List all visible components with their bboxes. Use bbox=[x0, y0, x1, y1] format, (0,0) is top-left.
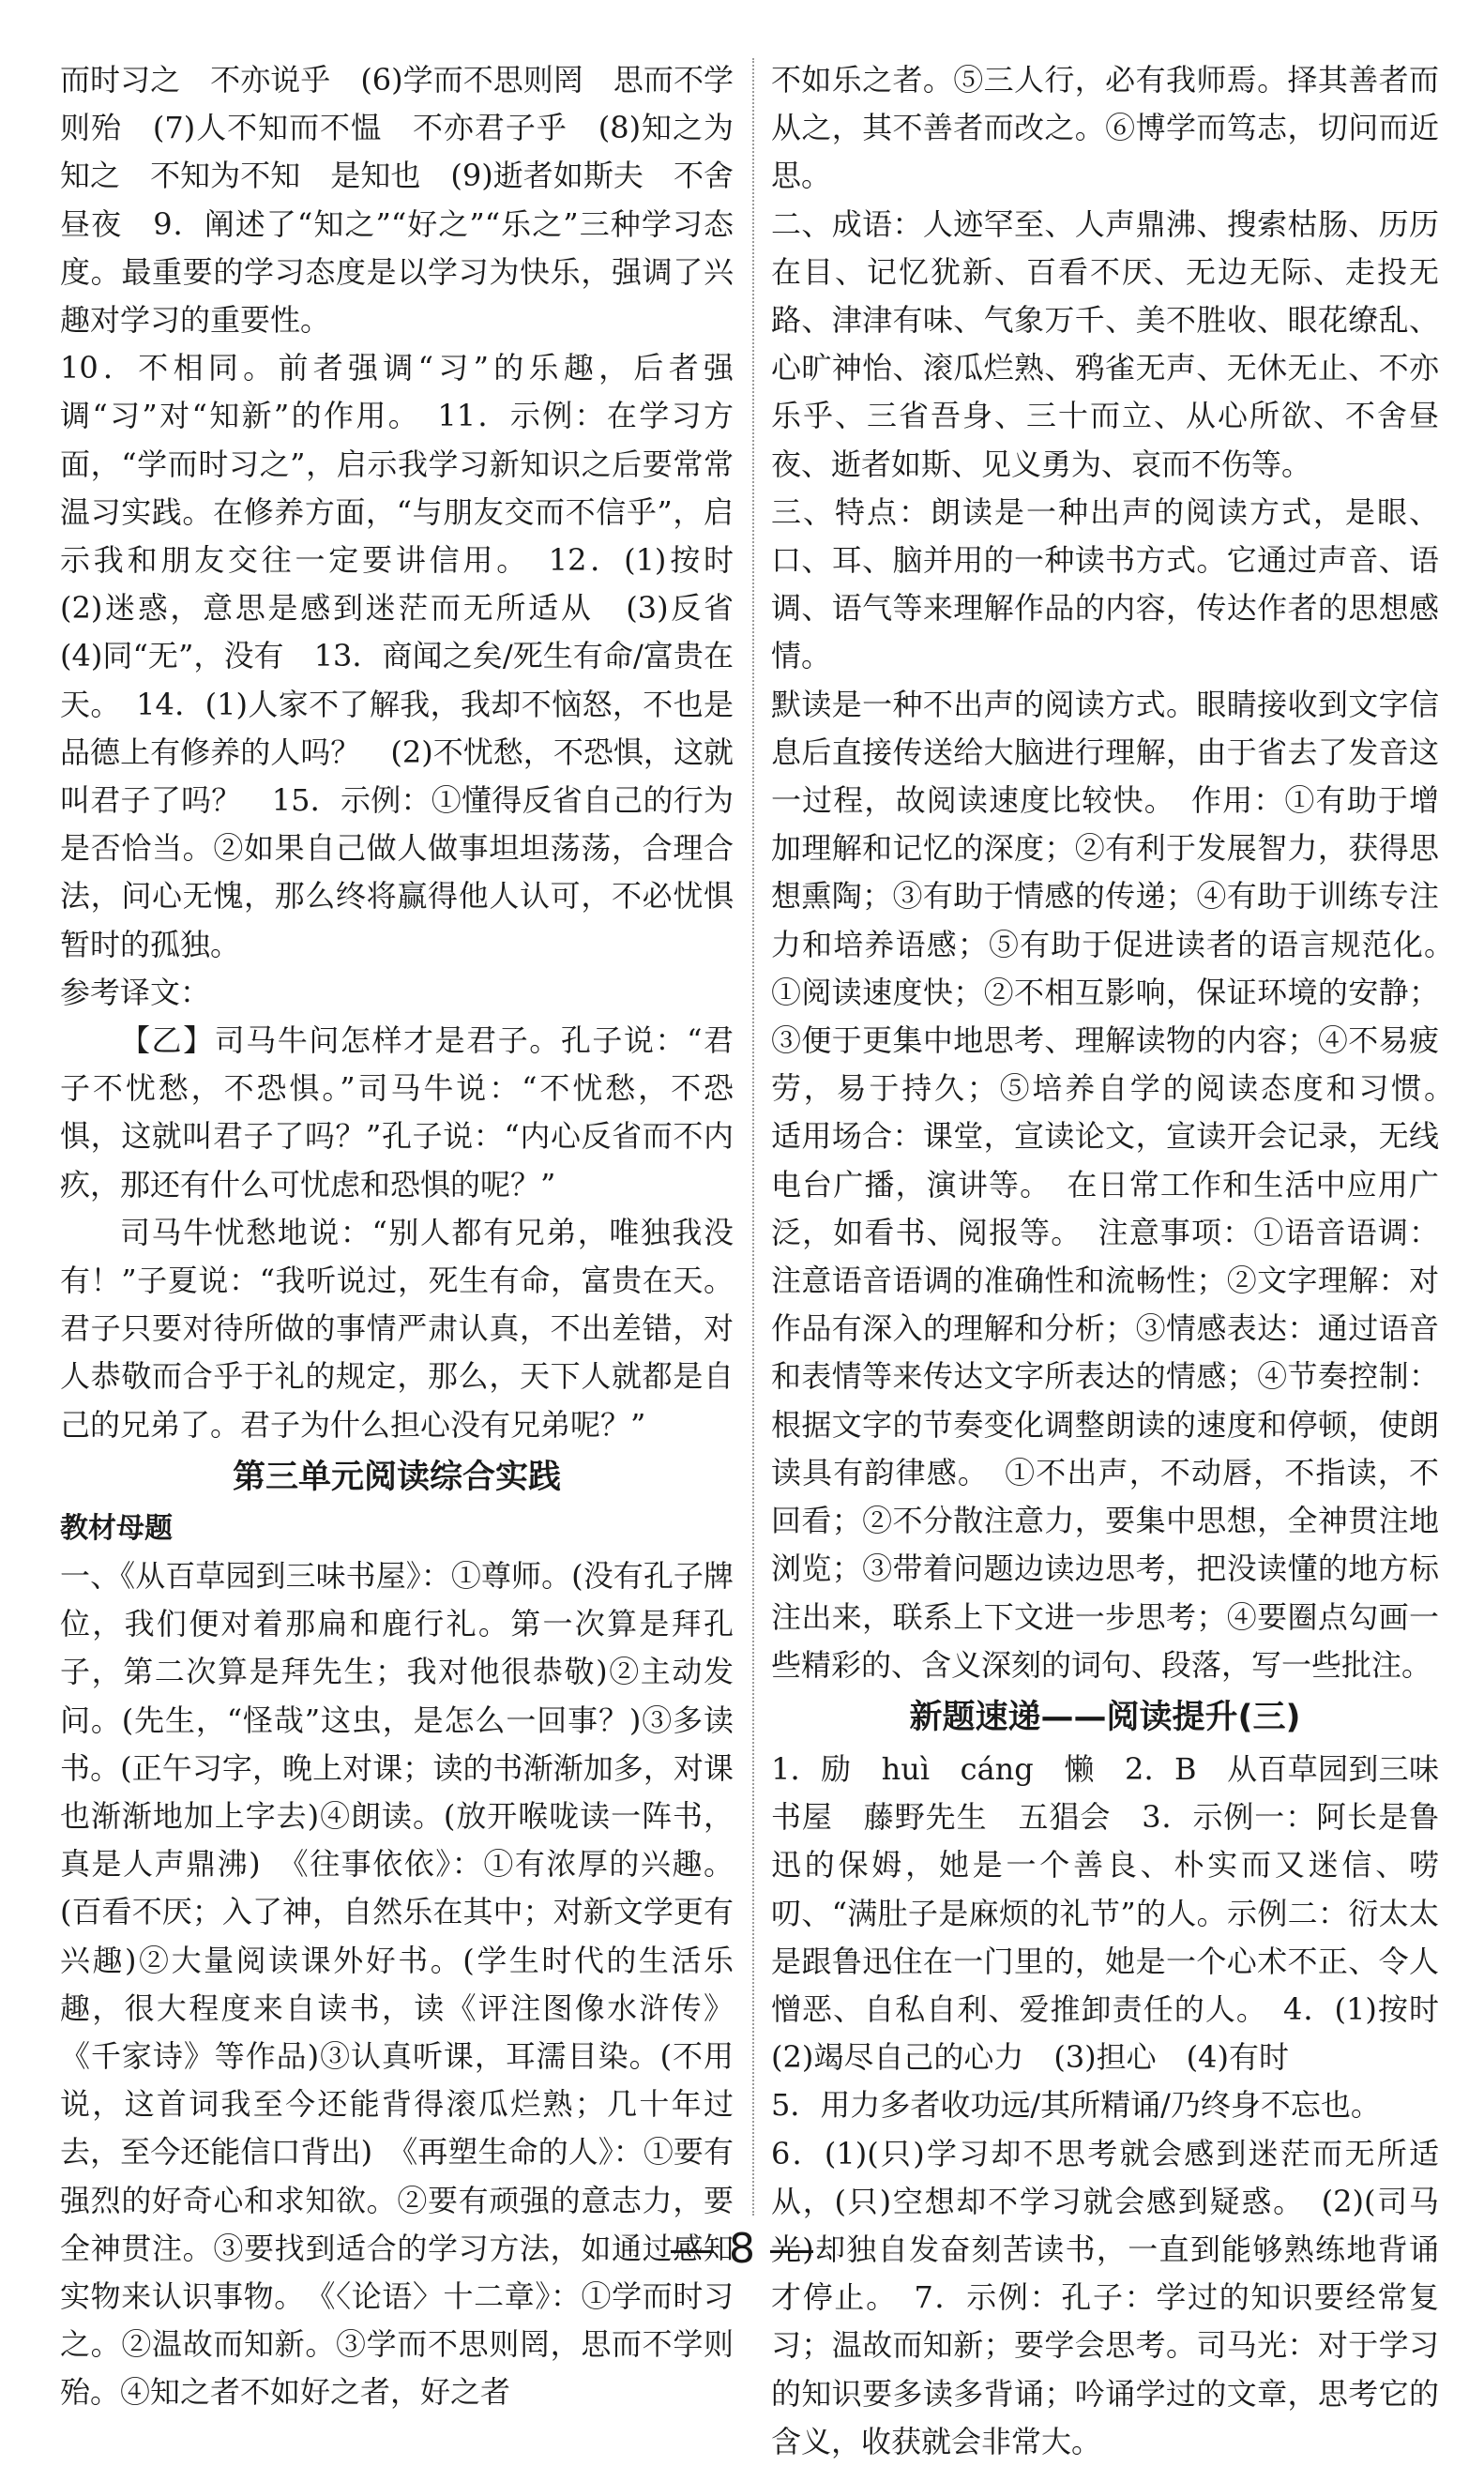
silent-reading-paragraph: 默读是一种不出声的阅读方式。眼睛接收到文字信息后直接传送给大脑进行理解，由于省去了发音这一过程，故阅读速度比较快。 作用：①有助于增加理解和记忆的深度；②有利于发展智力，获得思想熏陶；③有助于情感的传递；④有助于训练专注力和培养语感；⑤有助于促进读者的语言规范化。 ①阅读速度快；②不相互影响，保证环境的安静；③便于更集中地思考、理解读物的内容；④不易疲劳，易于持久；⑤培养自学的阅读态度和习惯。 适用场合：课堂，宣读论文，宣读开会记录，无线电台广播，演讲等。 在日常工作和生活中应用广泛，如看书、阅报等。 注意事项：①语音语调：注意语音语调的准确性和流畅性；②文字理解：对作品有深入的理解和分析；③情感表达：通过语音和表情等来传达文字所表达的情感；④节奏控制：根据文字的节奏变化调整朗读的速度和停顿，使朗读具有韵律感。 ①不出声，不动唇，不指读，不回看；②不分散注意力，要集中思想，全神贯注地浏览；③带着问题边读边思考，把没读懂的地方标注出来，联系上下文进一步思考；④要圈点勾画一些精彩的、含义深刻的词句、段落，写一些批注。 bbox=[771, 686, 1470, 1683]
translation-label: 参考译文： bbox=[60, 974, 211, 1010]
left-column bbox=[60, 56, 765, 2417]
right-column bbox=[771, 56, 1470, 2466]
idioms-paragraph: 二、成语：人迹罕至、人声鼎沸、搜索枯肠、历历在目、记忆犹新、百看不厌、无边无际、走投无路、津津有味、气象万千、美不胜收、眼花缭乱、心旷神怡、滚瓜烂熟、鸦雀无声、无休无止、不亦乐乎、三省吾身、三十而立、从心所欲、不舍昼夜、逝者如斯、见义勇为、哀而不伤等。 bbox=[771, 205, 1439, 482]
section-title-unit3: 第三单元阅读综合实践 bbox=[232, 1458, 561, 1496]
answer-paragraph-3: 一、《从百草园到三味书屋》：①尊师。(没有孔子牌位，我们便对着那扁和鹿行礼。第一次算是拜孔子，第二次算是拜先生；我对他很恭敬)②主动发问。(先生，“怪哉”这虫，是怎么一回事？)③多读书。(正午习字，晚上对课；读的书渐渐加多，对课也渐渐地加上字去)④朗读。(放开喉咙读一阵书，真是人声鼎沸) 《往事依依》：①有浓厚的兴趣。(百看不厌；入了神，自然乐在其中；对新文学更有兴趣)②大量阅读课外好书。(学生时代的生活乐趣，很大程度来自读书，读《评注图像水浒传》《千家诗》等作品)③认真听课，耳濡目染。(不用说，这首词我至今还能背得滚瓜烂熟；几十年过去，至今还能信口背出) 《再塑生命的人》：①要有强烈的好奇心和求知欲。②要有顽强的意志力，要全神贯注。③要找到适合的学习方法，如通过感知实物来认识事物。 《〈论语〉十二章》：①学而时习之。②温故而知新。③学而不思则罔，思而不学则殆。④知之者不如好之者，好之者 bbox=[60, 1557, 734, 2411]
page-number bbox=[0, 2221, 1484, 2277]
answer-paragraph-2: 10．不相同。前者强调“习”的乐趣，后者强调“习”对“知新”的作用。 11．示例：在学习方面，“学而时习之”，启示我学习新知识之后要常常温习实践。在修养方面，“与朋友交而不信乎”，启示我和朋友交往一定要讲信用。 12．(1)按时 (2)迷惑，意思是感到迷茫而无所适从 (3)反省 (4)同“无”，没有 13．商闻之矣/死生有命/富贵在天。 14．(1)人家不了解我，我却不恼怒，不也是品德上有修养的人吗？ (2)不忧愁，不恐惧，这就叫君子了吗？ 15．示例：①懂得反省自己的行为是否恰当。②如果自己做人做事坦坦荡荡，合理合法，问心无愧，那么终将赢得他人认可，不必忧惧暂时的孤独。 bbox=[60, 350, 765, 962]
subheading-textbook: 教材母题 bbox=[60, 1511, 173, 1545]
answer-paragraph-1: 而时习之 不亦说乎 (6)学而不思则罔 思而不学则殆 (7)人不知而不愠 不亦君子乎 (8)知之为知之 不知为不知 是知也 (9)逝者如斯夫 不舍昼夜 9．阐述了“知之”“好之”“乐之”三种学习态度。最重要的学习态度是以学习为快乐，强调了兴趣对学习的重要性。 bbox=[60, 62, 734, 339]
column-divider bbox=[752, 58, 754, 2216]
page-number-right-dash bbox=[770, 2250, 813, 2253]
page-number-text: 8 bbox=[729, 2225, 755, 2273]
page-number-left-dash bbox=[671, 2250, 714, 2253]
answer-paragraph-4: 不如乐之者。⑤三人行，必有我师焉。择其善者而从之，其不善者而改之。⑥博学而笃志，切问而近思。 bbox=[771, 62, 1439, 194]
answer-paragraph-5: 1．励 huì cáng 懒 2．B 从百草园到三味书屋 藤野先生 五猖会 3．示例一：阿长是鲁迅的保姆，她是一个善良、朴实而又迷信、唠叨、“满肚子是麻烦的礼节”的人。示例二：衍太太是跟鲁迅住在一门里的，她是一个心术不正、令人憎恶、自私自利、爱推卸责任的人。 4．(1)按时 (2)竭尽自己的心力 (3)担心 (4)有时 bbox=[771, 1750, 1470, 2076]
reading-features-paragraph: 三、特点：朗读是一种出声的阅读方式，是眼、口、耳、脑并用的一种读书方式。它通过声音、语调、语气等来理解作品的内容，传达作者的思想感情。 bbox=[771, 493, 1439, 674]
translation-paragraph-2: 司马牛忧愁地说：“别人都有兄弟，唯独我没有！”子夏说：“我听说过，死生有命，富贵在天。君子只要对待所做的事情严肃认真，不出差错，对人恭敬而合乎于礼的规定，那么，天下人就都是自己的兄弟了。君子为什么担心没有兄弟呢？” bbox=[60, 1214, 734, 1443]
answer-paragraph-6: 5．用力多者收功远/其所精诵/乃终身不忘也。 bbox=[771, 2087, 1381, 2124]
section-title-new-questions: 新题速递——阅读提升(三) bbox=[909, 1698, 1301, 1736]
answer-paragraph-7: 6．(1)(只)学习却不思考就会感到迷茫而无所适从，(只)空想却不学习就会感到疑惑。 (2)(司马光)却独自发奋刻苦读书，一直到能够熟练地背诵才停止。 7．示例：孔子：学过的知识要经常复习；温故而知新；要学会思考。司马光：对于学习的知识要多读多背诵；吟诵学过的文章，思考它的含义，收获就会非常大。 bbox=[771, 2135, 1439, 2459]
translation-paragraph-1: 【乙】司马牛问怎样才是君子。孔子说：“君子不忧愁，不恐惧。”司马牛说：“不忧愁，不恐惧，这就叫君子了吗？”孔子说：“内心反省而不内疚，那还有什么可忧虑和恐惧的呢？” bbox=[60, 1022, 734, 1203]
